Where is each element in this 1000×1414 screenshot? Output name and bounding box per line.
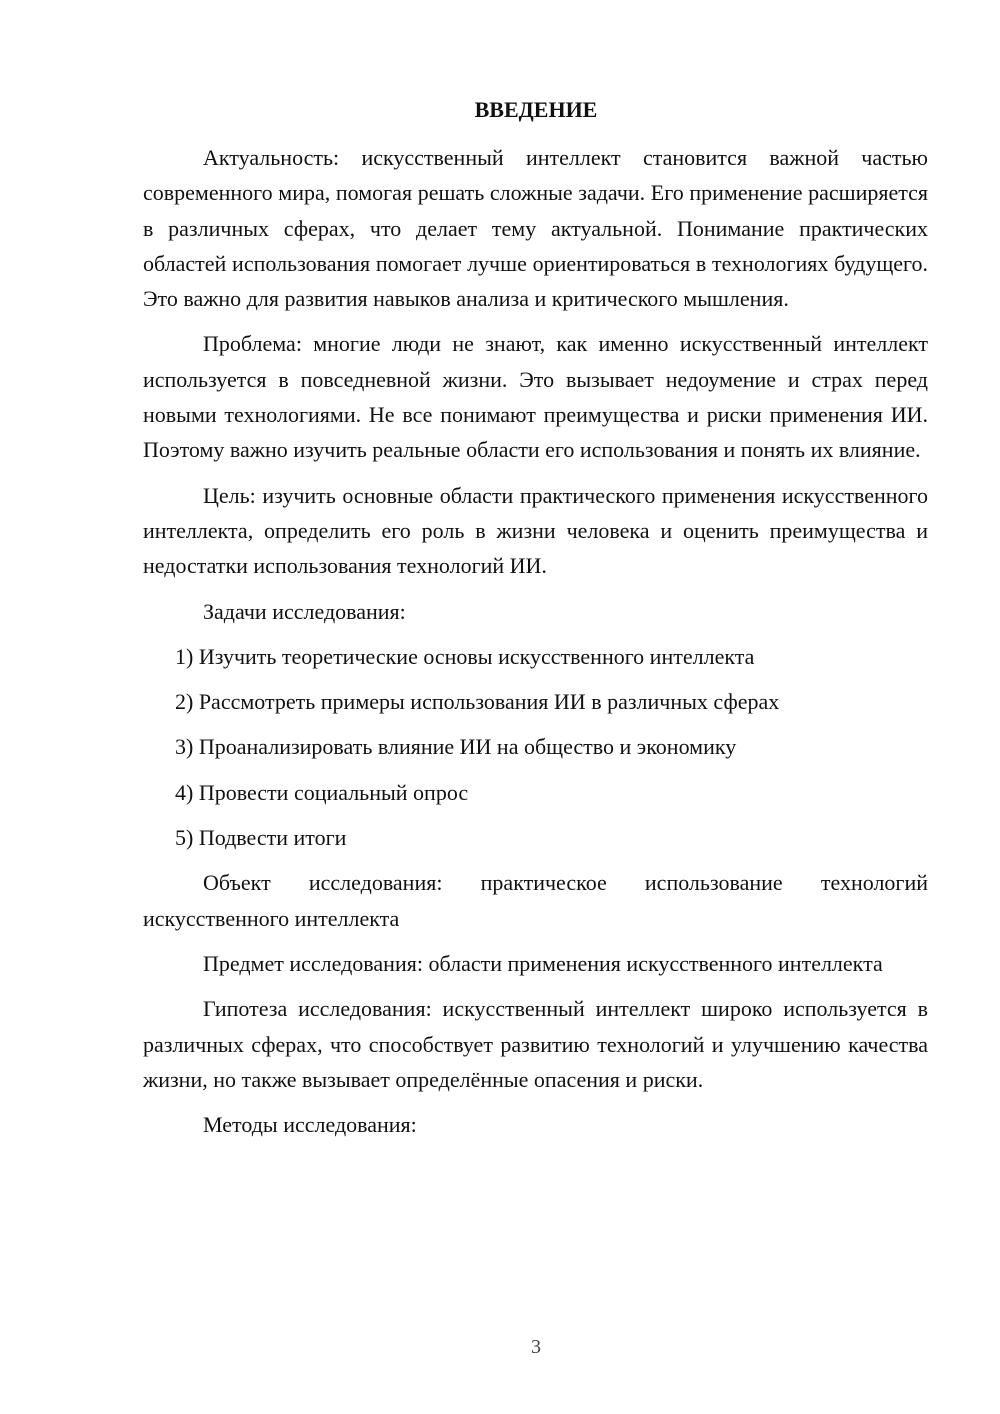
list-item: 2) Рассмотреть примеры использования ИИ в различных сферах xyxy=(175,689,780,715)
page-number: 3 xyxy=(531,1336,541,1358)
paragraph-subject: Предмет исследования: области применения искусственного интеллекта xyxy=(203,950,883,976)
methods-heading: Методы исследования: xyxy=(203,1112,417,1138)
paragraph-hypothesis: Гипотеза исследования: искусственный интеллект широко используется в различных сферах, что способствует развитию технологий и улучшению качества жизни, но также вызывает определённые опасения и риски. xyxy=(143,996,928,1092)
paragraph-object: Объект исследования: практическое использование технологий искусственного интеллекта xyxy=(143,870,928,931)
tasks-heading: Задачи исследования: xyxy=(203,598,406,624)
document-body xyxy=(143,140,928,1152)
paragraph-relevance: Актуальность: искусственный интеллект становится важной частью современного мира, помогая решать сложные задачи. Его применение расширяется в различных сферах, что делает тему актуальной. Понимание практических областей использования помогает лучше ориентироваться в технологиях будущего. Это важно для развития навыков анализа и критического мышления. xyxy=(143,145,928,312)
page-title: ВВЕДЕНИЕ xyxy=(474,97,598,122)
tasks-list xyxy=(143,639,928,855)
list-item: 3) Проанализировать влияние ИИ на общество и экономику xyxy=(175,734,737,760)
list-item: 1) Изучить теоретические основы искусственного интеллекта xyxy=(175,643,755,669)
paragraph-goal: Цель: изучить основные области практического применения искусственного интеллекта, определить его роль в жизни человека и оценить преимущества и недостатки использования технологий ИИ. xyxy=(143,482,928,579)
list-item: 4) Провести социальный опрос xyxy=(175,779,469,805)
list-item: 5) Подвести итоги xyxy=(175,825,347,851)
paragraph-problem: Проблема: многие люди не знают, как именно искусственный интеллект используется в повседневной жизни. Это вызывает недоумение и страх перед новыми технологиями. Не все понимают преимущества и риски применения ИИ. Поэтому важно изучить реальные области его использования и понять их влияние. xyxy=(143,331,928,463)
